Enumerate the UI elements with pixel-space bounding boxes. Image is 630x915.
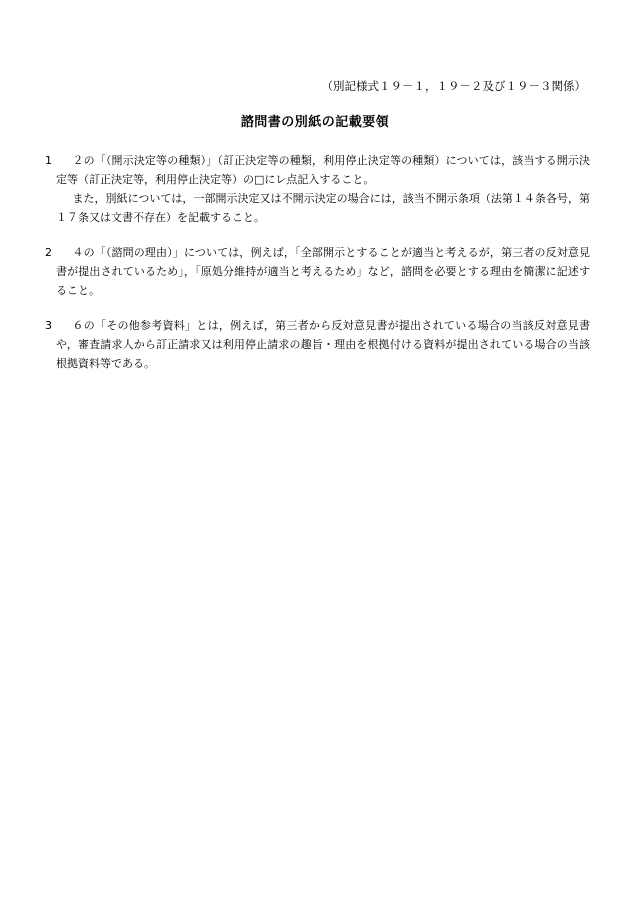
document-title: 諮問書の別紙の記載要領 <box>240 115 390 130</box>
instruction-list <box>45 151 590 389</box>
form-reference-note: （別記様式１９－１，１９－２及び１９－３関係） <box>321 79 586 93</box>
instruction-item-3 <box>45 316 590 373</box>
instruction-item-2 <box>45 243 590 300</box>
item-paragraph: ４の「（諮問の理由）」については，例えば，「全部開示とすることが適当と考えるが，第三者の反対意見書が提出されているため」，「原処分維持が適当と考えるため」など，諮問を必要とする理由を簡潔に記述すること。 <box>56 246 590 297</box>
item-number: 1 <box>45 154 52 167</box>
item-number: 2 <box>45 246 52 259</box>
item-number: 3 <box>45 319 52 332</box>
item-paragraph: ２の「（開示決定等の種類）」（訂正決定等の種類，利用停止決定等の種類）については，該当する開示決定等（訂正決定等，利用停止決定等）の□にレ点記入すること。 <box>56 154 590 186</box>
item-paragraph: また，別紙については，一部開示決定又は不開示決定の場合には，該当不開示条項（法第１４条各号，第１７条又は文書不存在）を記載すること。 <box>56 192 590 224</box>
instruction-item-1 <box>45 151 590 227</box>
item-paragraph: ６の「その他参考資料」とは，例えば，第三者から反対意見書が提出されている場合の当該反対意見書や，審査請求人から訂正請求又は利用停止請求の趣旨・理由を根拠付ける資料が提出されている場合の当該根拠資料等である。 <box>56 319 590 370</box>
